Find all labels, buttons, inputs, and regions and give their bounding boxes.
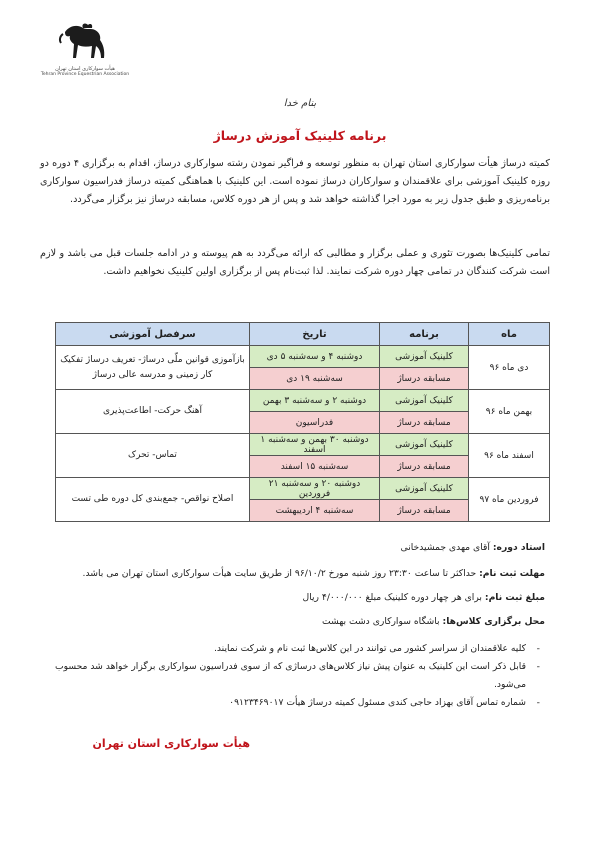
list-item: - قابل ذکر است این کلینیک به عنوان پیش نیاز کلاس‌های درساژی که از سوی فدراسیون سوارکاری برگزار خواهد شد محسوب می‌شود. <box>50 658 540 694</box>
topic-cell: آهنگ حرکت- اطاعت‌پذیری <box>56 390 250 434</box>
header-date: تاریخ <box>250 323 380 346</box>
month-cell: دی ماه ۹۶ <box>469 346 550 390</box>
date-cell: دوشنبه ۲۰ و سه‌شنبه ۲۱ فروردین <box>250 478 380 500</box>
schedule-table <box>55 322 550 522</box>
header-program: برنامه <box>380 323 469 346</box>
header-topics: سرفصل آموزشی <box>56 323 250 346</box>
fee-line <box>45 590 545 606</box>
footer-signature: هیأت سوارکاری استان تهران <box>92 737 250 750</box>
venue-line <box>45 614 545 630</box>
deadline-line <box>45 566 545 582</box>
date-cell: دوشنبه ۴ و سه‌شنبه ۵ دی <box>250 346 380 368</box>
teacher-line <box>45 540 545 556</box>
month-cell: اسفند ماه ۹۶ <box>469 434 550 478</box>
date-cell: سه‌شنبه ۴ اردیبهشت <box>250 500 380 522</box>
venue-label: محل برگزاری کلاس‌ها: <box>442 616 545 627</box>
date-cell: دوشنبه ۳۰ بهمن و سه‌شنبه ۱ اسفند <box>250 434 380 456</box>
table-row <box>56 346 550 368</box>
logo-org-en: Tehran Province Equestrian Association <box>40 72 130 77</box>
header-month: ماه <box>469 323 550 346</box>
notes-list <box>50 640 540 712</box>
teacher-label: استاد دوره: <box>492 542 545 553</box>
note-paragraph: تمامی کلینیک‌ها بصورت تئوری و عملی برگزار و مطالبی که ارائه می‌گردد به هم پیوسته و در ادامه جلسات قبل می باشد و لازم است شرکت کنندگان در تمامی چهار دوره شرکت نمایند. لذا ثبت‌نام پس از برگزاری اولین کلینیک نخواهیم داشت. <box>40 248 550 277</box>
logo-org-fa: هیأت سوارکاری استان تهران <box>55 66 115 72</box>
program-cell: مسابقه درساژ <box>380 456 469 478</box>
logo <box>40 22 130 77</box>
bismillah: بنام خدا <box>283 98 317 109</box>
program-cell: مسابقه درساژ <box>380 500 469 522</box>
page-title: برنامه کلینیک آموزش درساژ <box>213 128 387 143</box>
list-item: - کلیه علاقمندان از سراسر کشور می توانند در این کلاس‌ها ثبت نام و شرکت نمایند. <box>50 640 540 658</box>
date-cell: سه‌شنبه ۱۵ اسفند <box>250 456 380 478</box>
topic-cell: اصلاح نواقص- جمع‌بندی کل دوره طی تست <box>56 478 250 522</box>
deadline-value: حداکثر تا ساعت ۲۳:۳۰ روز شنبه مورخ ۹۶/۱۰/۲ از طریق سایت هیأت سوارکاری استان تهران می باشد. <box>82 568 477 579</box>
horse-icon <box>57 22 113 64</box>
program-cell: مسابقه درساژ <box>380 368 469 390</box>
date-cell: دوشنبه ۲ و سه‌شنبه ۳ بهمن <box>250 390 380 412</box>
program-cell: کلینیک آموزشی <box>380 434 469 456</box>
topic-cell: تماس- تحرک <box>56 434 250 478</box>
venue-value: باشگاه سوارکاری دشت بهشت <box>322 616 440 627</box>
program-cell: کلینیک آموزشی <box>380 478 469 500</box>
date-cell: سه‌شنبه ۱۹ دی <box>250 368 380 390</box>
date-cell: فدراسیون <box>250 412 380 434</box>
deadline-label: مهلت ثبت نام: <box>479 568 545 579</box>
teacher-value: آقای مهدی جمشیدخانی <box>400 542 490 553</box>
fee-label: مبلغ ثبت نام: <box>484 592 545 603</box>
table-row <box>56 390 550 412</box>
topic-cell: بازآموزی قوانین ملّی درساژ- تعریف درساژ تفکیک کار زمینی و مدرسه عالی درساژ <box>56 346 250 390</box>
table-row <box>56 434 550 456</box>
list-item: - شماره تماس آقای بهزاد حاجی کندی مسئول کمیته درساژ هیأت ۰۹۱۲۳۴۶۹۰۱۷ <box>50 694 540 712</box>
intro-paragraph: کمیته درساژ هیأت سوارکاری استان تهران به منظور توسعه و فراگیر نمودن رشته سوارکاری درساژ، اقدام به برگزاری ۴ دوره دو روزه کلینیک آموزشی برای علاقمندان و سوارکاران درساژ نموده است. این کلینیک با هماهنگی کمیته درساژ فدراسیون سوارکاری برنامه‌ریزی و طبق جدول زیر به مورد اجرا گذاشته خواهد شد و پس از هر دوره کلاس، مسابقه درساژ نیز برگزار می‌گردد. <box>40 158 550 205</box>
program-cell: کلینیک آموزشی <box>380 390 469 412</box>
fee-value: برای هر چهار دوره کلینیک مبلغ ۴/۰۰۰/۰۰۰ ریال <box>302 592 482 603</box>
month-cell: بهمن ماه ۹۶ <box>469 390 550 434</box>
table-row <box>56 478 550 500</box>
program-cell: مسابقه درساژ <box>380 412 469 434</box>
month-cell: فروردین ماه ۹۷ <box>469 478 550 522</box>
program-cell: کلینیک آموزشی <box>380 346 469 368</box>
table-header-row <box>56 323 550 346</box>
